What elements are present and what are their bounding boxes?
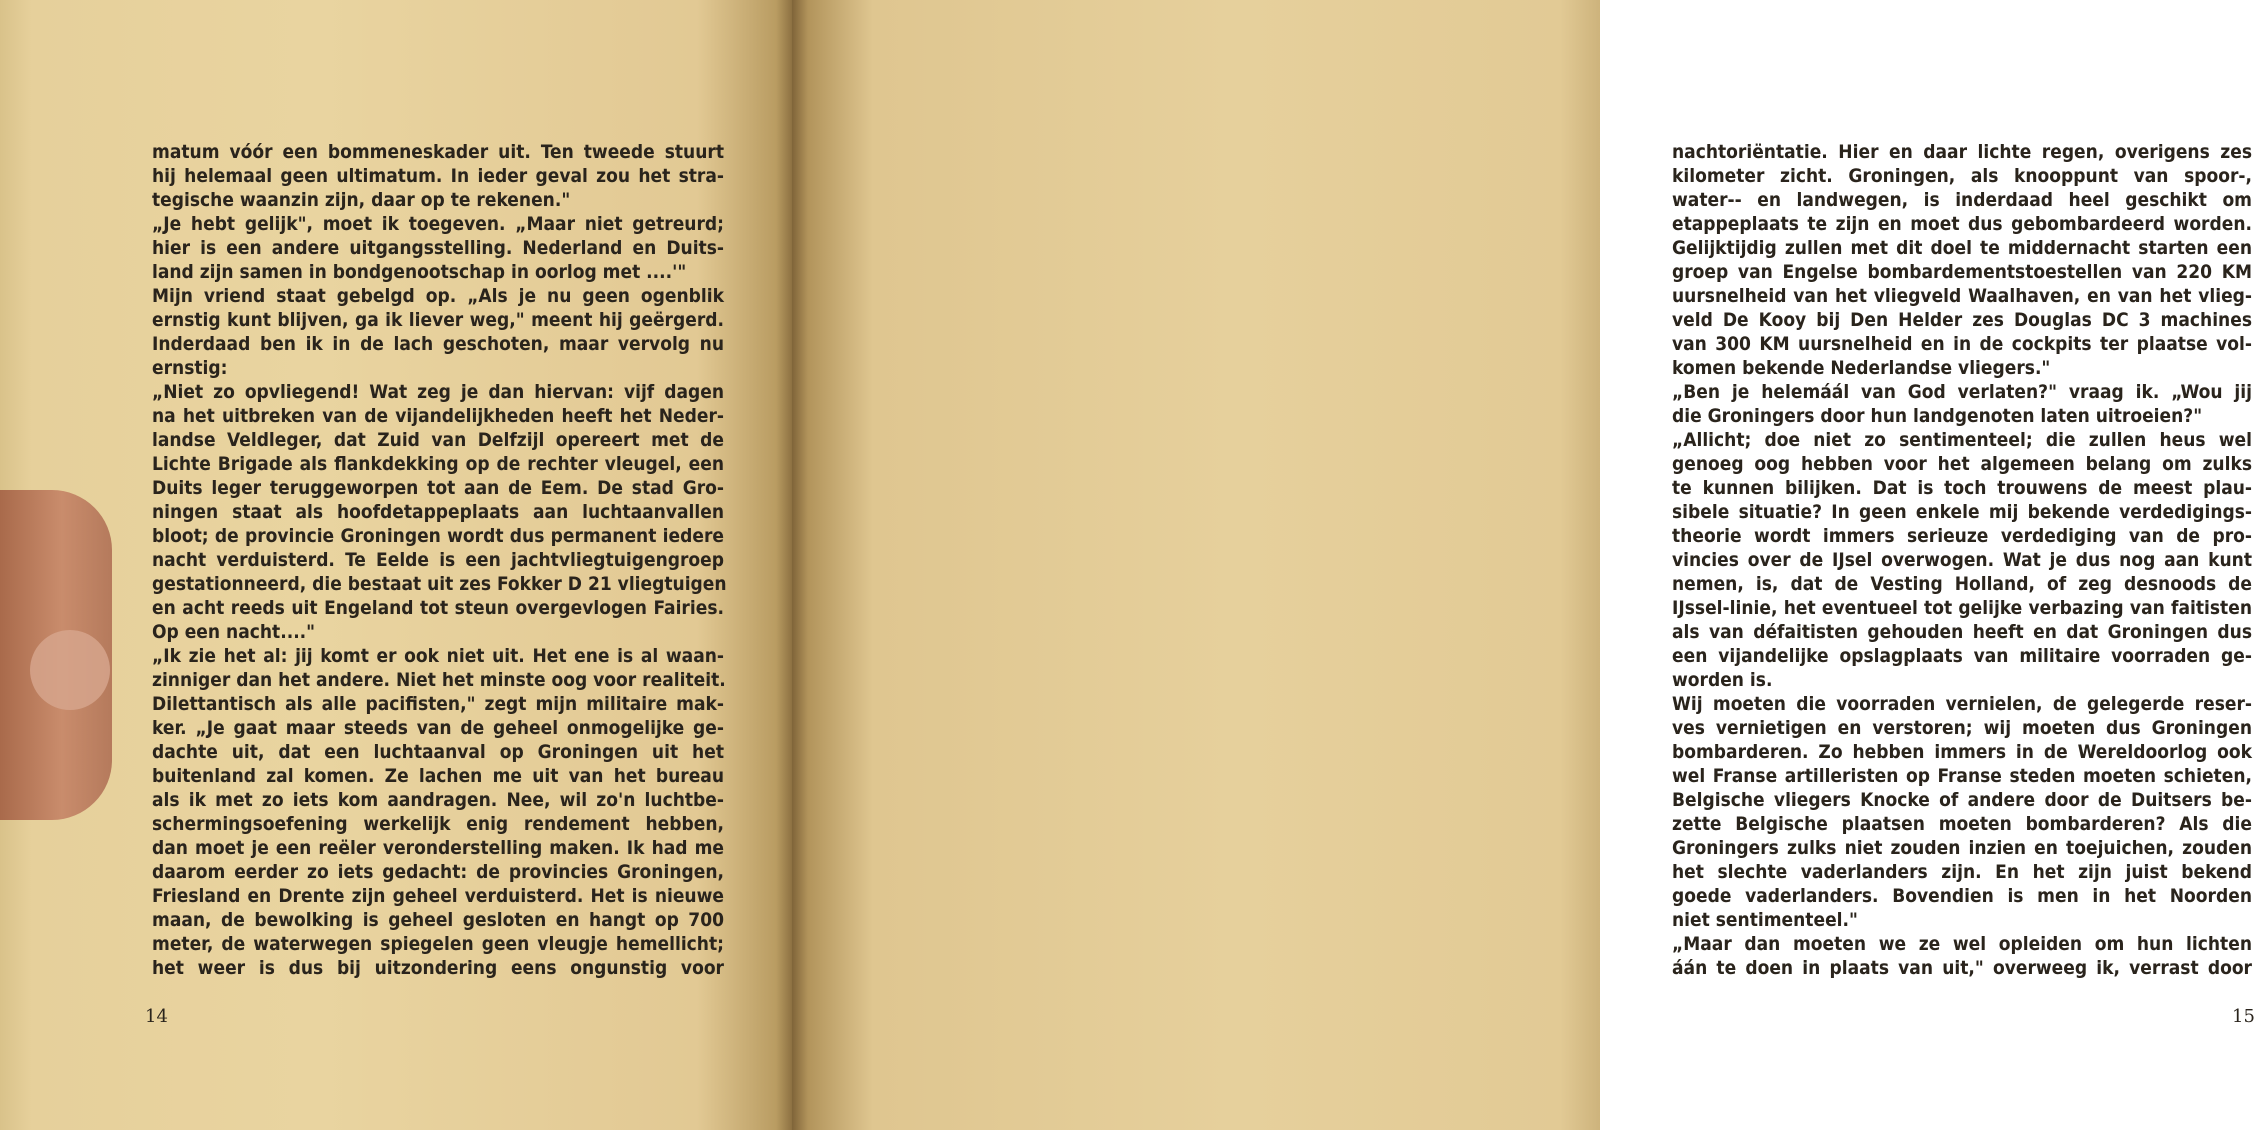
text-line: Dilettantisch als alle pacifisten," zegt mijn militaire mak- (152, 693, 724, 715)
text-line: hier is een andere uitgangsstelling. Nederland en Duits- (152, 237, 724, 259)
text-line: dan moet je een reëler veronderstelling maken. Ik had me (152, 837, 724, 859)
text-line: áán te doen in plaats van uit," overweeg ik, verrast door (1672, 957, 2252, 979)
text-line: land zijn samen in bondgenootschap in oorlog met ....'" (152, 261, 687, 283)
left-page (0, 0, 792, 1130)
text-line: maan, de bewolking is geheel gesloten en hangt op 700 (152, 909, 724, 931)
text-line: Duits leger teruggeworpen tot aan de Eem. De stad Gro- (152, 477, 724, 499)
text-line: wel Franse artilleristen op Franse steden moeten schieten, (1672, 765, 2252, 787)
text-line: als ik met zo iets kom aandragen. Nee, wil zo'n luchtbe- (152, 789, 724, 811)
text-line: ernstig: (152, 357, 228, 379)
text-line: Groningers zulks niet zouden inzien en toejuichen, zouden (1672, 837, 2252, 859)
text-line: te kunnen bilijken. Dat is toch trouwens de meest plau- (1672, 477, 2252, 499)
text-line: zinniger dan het andere. Niet het minste oog voor realiteit. (152, 669, 726, 691)
text-line: veld De Kooy bij Den Helder zes Douglas DC 3 machines (1672, 309, 2252, 331)
text-line: van 300 KM uursnelheid en in de cockpits ter plaatse vol- (1672, 333, 2252, 355)
text-line: als van défaitisten gehouden heeft en dat Groningen dus (1672, 621, 2252, 643)
text-line: buitenland zal komen. Ze lachen me uit van het bureau (152, 765, 724, 787)
text-line: goede vaderlanders. Bovendien is men in het Noorden (1672, 885, 2252, 907)
text-line: hij helemaal geen ultimatum. In ieder geval zou het stra- (152, 165, 724, 187)
text-line: „Ik zie het al: jij komt er ook niet uit. Het ene is al waan- (152, 645, 724, 667)
text-line: vincies over de IJsel overwogen. Wat je dus nog aan kunt (1672, 549, 2252, 571)
left-page-number: 14 (145, 1006, 168, 1027)
text-line: zette Belgische plaatsen moeten bombarderen? Als die (1672, 813, 2252, 835)
text-line: komen bekende Nederlandse vliegers." (1672, 357, 2051, 379)
text-line: ves vernietigen en verstoren; wij moeten dus Groningen (1672, 717, 2252, 739)
text-line: ningen staat als hoofdetappeplaats aan luchtaanvallen (152, 501, 724, 523)
text-line: daarom eerder zo iets gedacht: de provincies Groningen, (152, 861, 724, 883)
text-line: meter, de waterwegen spiegelen geen vleugje hemellicht; (152, 933, 724, 955)
text-line: die Groningers door hun landgenoten laten uitroeien?" (1672, 405, 2203, 427)
text-line: nacht verduisterd. Te Eelde is een jachtvliegtuigengroep (152, 549, 724, 571)
text-line: Lichte Brigade als flankdekking op de rechter vleugel, een (152, 453, 724, 475)
text-line: Gelijktijdig zullen met dit doel te middernacht starten een (1672, 237, 2252, 259)
text-line: ker. „Je gaat maar steeds van de geheel onmogelijke ge- (152, 717, 724, 739)
text-line: nemen, is, dat de Vesting Holland, of zeg desnoods de (1672, 573, 2252, 595)
text-line: Wij moeten die voorraden vernielen, de gelegerde reser- (1672, 693, 2252, 715)
text-line: schermingsoefening werkelijk enig rendement hebben, (152, 813, 724, 835)
text-line: „Ben je helemáál van God verlaten?" vraag ik. „Wou jij (1672, 381, 2252, 403)
thumb (30, 630, 110, 710)
text-line: gestationneerd, die bestaat uit zes Fokker D 21 vliegtuigen (152, 573, 727, 595)
text-line: groep van Engelse bombardementstoestellen van 220 KM (1672, 261, 2252, 283)
text-line: Inderdaad ben ik in de lach geschoten, maar vervolg nu (152, 333, 724, 355)
text-line: „Je hebt gelijk", moet ik toegeven. „Maar niet getreurd; (152, 213, 724, 235)
text-line: „Allicht; doe niet zo sentimenteel; die zullen heus wel (1672, 429, 2252, 451)
text-line: „Maar dan moeten we ze wel opleiden om hun lichten (1672, 933, 2252, 955)
text-line: ernstig kunt blijven, ga ik liever weg," meent hij geërgerd. (152, 309, 724, 331)
text-line: een vijandelijke opslagplaats van militaire voorraden ge- (1672, 645, 2252, 667)
text-line: Mijn vriend staat gebelgd op. „Als je nu geen ogenblik (152, 285, 724, 307)
left-page-text (152, 140, 727, 980)
text-line: worden is. (1672, 669, 1773, 691)
text-line: uursnelheid van het vliegveld Waalhaven, en van het vlieg- (1672, 285, 2252, 307)
text-line: en acht reeds uit Engeland tot steun overgevlogen Fairies. (152, 597, 724, 619)
text-line: „Niet zo opvliegend! Wat zeg je dan hiervan: vijf dagen (152, 381, 724, 403)
text-line: Belgische vliegers Knocke of andere door de Duitsers be- (1672, 789, 2252, 811)
text-line: bloot; de provincie Groningen wordt dus permanent iedere (152, 525, 724, 547)
text-line: sibele situatie? In geen enkele mij bekende verdedigings- (1672, 501, 2252, 523)
text-line: IJssel-linie, het eventueel tot gelijke verbazing van faitisten (1672, 597, 2252, 619)
right-page (792, 0, 2255, 1130)
text-line: niet sentimenteel." (1672, 909, 1858, 931)
text-line: het weer is dus bij uitzondering eens ongunstig voor (152, 957, 724, 979)
text-line: matum vóór een bommeneskader uit. Ten tweede stuurt (152, 141, 724, 163)
text-line: kilometer zicht. Groningen, als knooppunt van spoor-, (1672, 165, 2252, 187)
text-line: dachte uit, dat een luchtaanval op Groningen uit het (152, 741, 724, 763)
right-page-text (1672, 140, 2252, 980)
right-page-number: 15 (2232, 1006, 2255, 1027)
text-line: genoeg oog hebben voor het algemeen belang om zulks (1672, 453, 2252, 475)
text-line: Op een nacht...." (152, 621, 316, 643)
text-line: tegische waanzin zijn, daar op te rekenen." (152, 189, 571, 211)
text-line: het slechte vaderlanders zijn. En het zijn juist bekend (1672, 861, 2252, 883)
text-line: theorie wordt immers serieuze verdediging van de pro- (1672, 525, 2252, 547)
text-line: na het uitbreken van de vijandelijkheden heeft het Neder- (152, 405, 724, 427)
text-line: bombarderen. Zo hebben immers in de Wereldoorlog ook (1672, 741, 2252, 763)
text-line: water-- en landwegen, is inderdaad heel geschikt om (1672, 189, 2252, 211)
text-line: Friesland en Drente zijn geheel verduisterd. Het is nieuwe (152, 885, 724, 907)
text-line: nachtoriëntatie. Hier en daar lichte regen, overigens zes (1672, 141, 2252, 163)
text-line: landse Veldleger, dat Zuid van Delfzijl opereert met de (152, 429, 724, 451)
text-line: etappeplaats te zijn en moet dus gebombardeerd worden. (1672, 213, 2252, 235)
